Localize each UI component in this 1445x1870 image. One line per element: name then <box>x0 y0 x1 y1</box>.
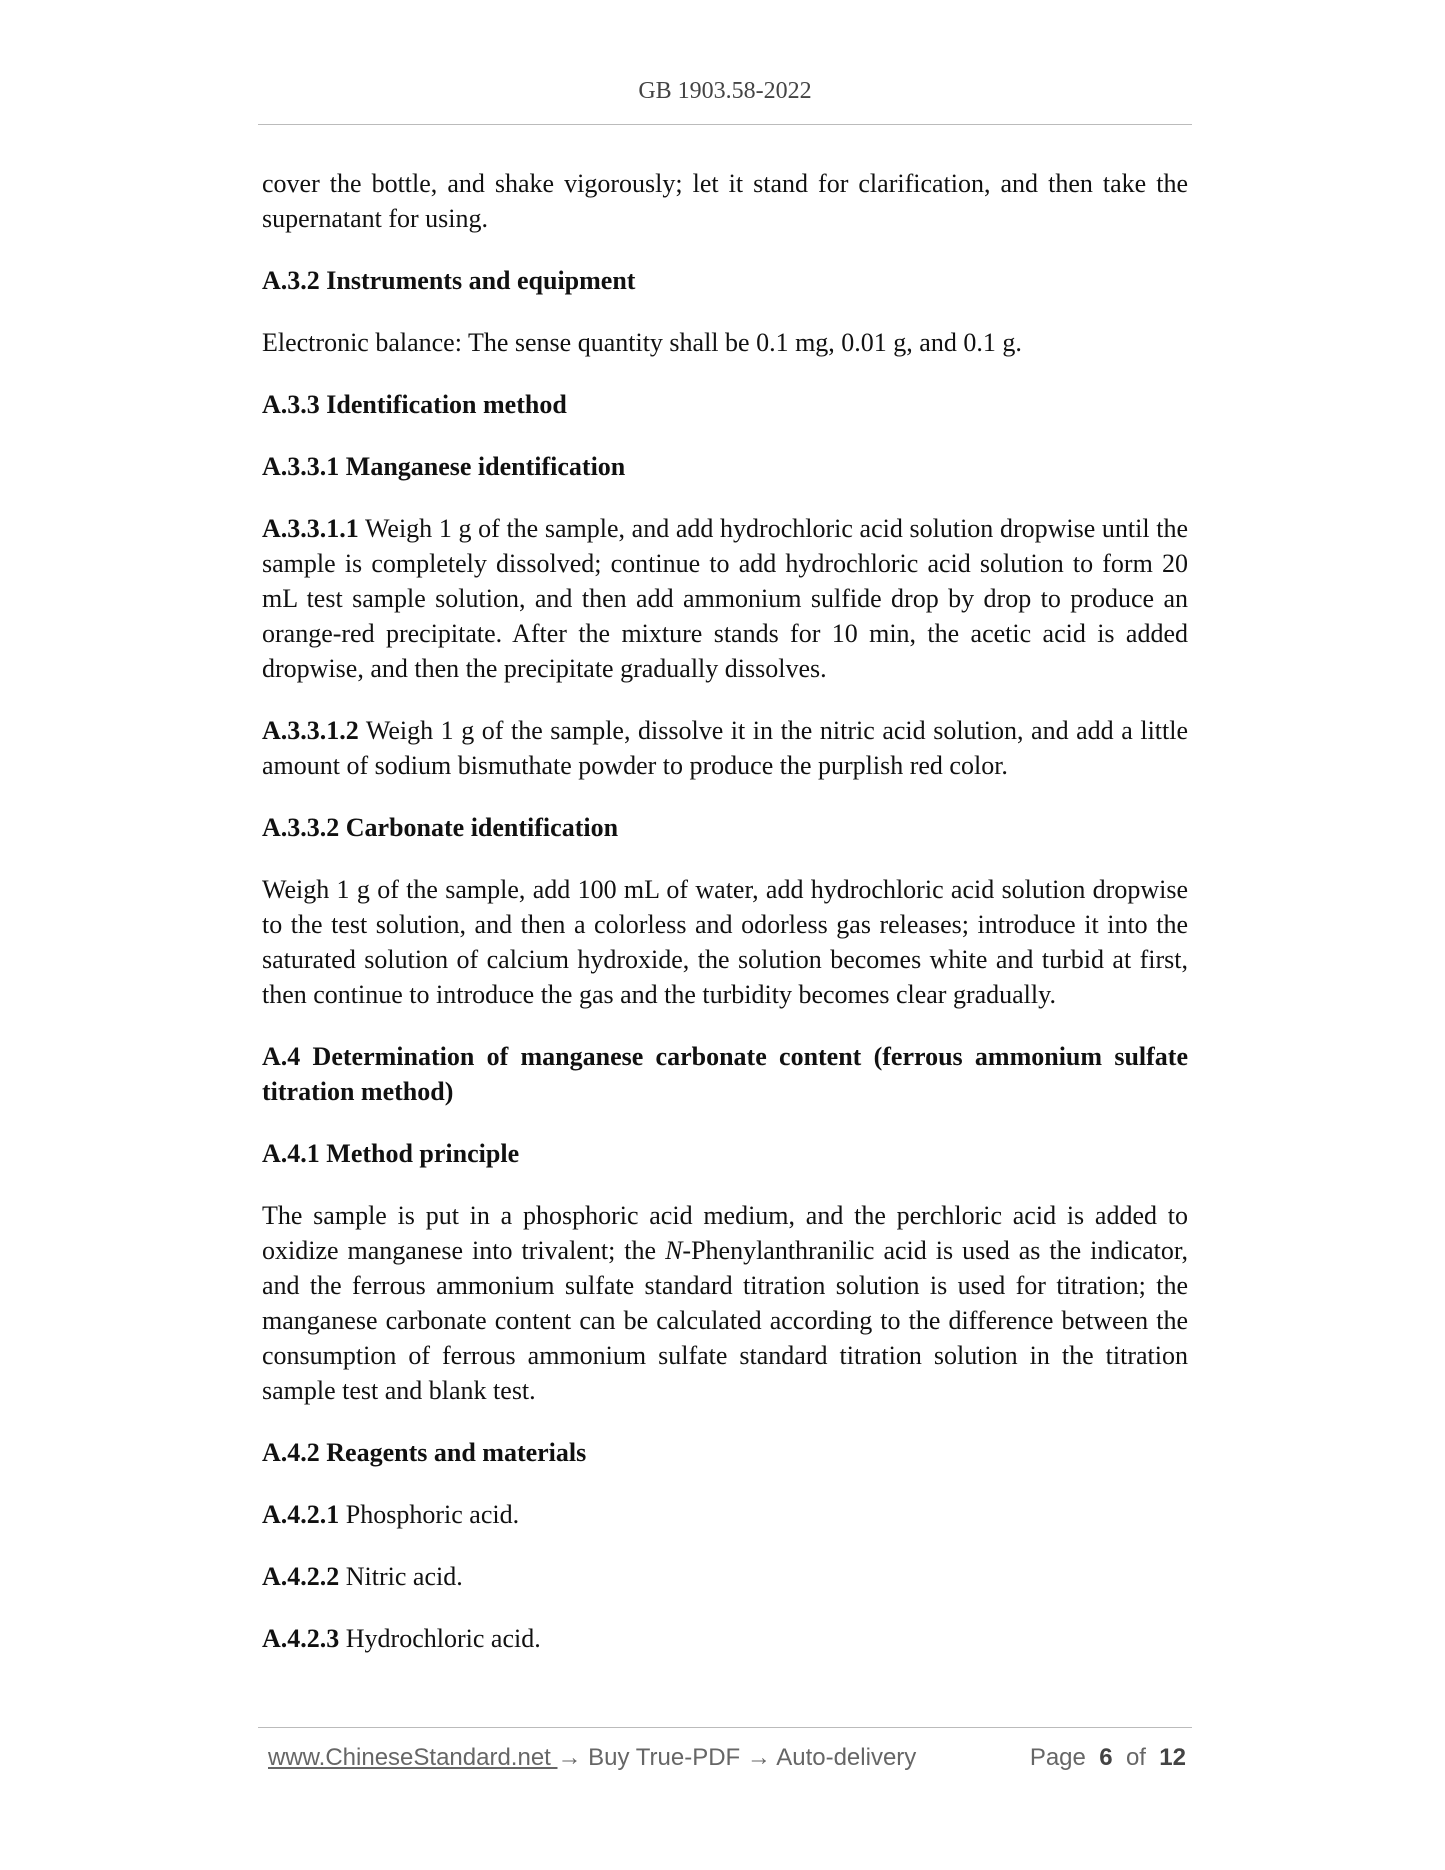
clause-a423 <box>262 1621 1188 1656</box>
page-indicator <box>1030 1744 1186 1772</box>
footer-rule <box>258 1727 1192 1728</box>
clause-number: A.3.3.1.1 <box>262 514 359 543</box>
text-part: -Phenylanthranilic acid is used as the indicator, and the ferrous ammonium sulfate standard titration solution is used for titration; the manganese carbonate content can be calculated according to the difference between the consumption of ferrous ammonium sulfate standard titration solution in the titration sample test and blank test. <box>262 1236 1188 1405</box>
page-label: Page <box>1029 1744 1086 1771</box>
page-of: of <box>1125 1744 1146 1771</box>
clause-text: Phosphoric acid. <box>339 1500 520 1529</box>
clause-number: A.4.2.3 <box>262 1624 340 1653</box>
text-part: The sample is put in a phosphoric acid medium, and the perchloric acid is added to oxidize manganese into trivalent; the <box>262 1201 1188 1265</box>
heading-a41: A.4.1 Method principle <box>262 1139 520 1168</box>
footer-left <box>268 1744 916 1772</box>
clause-number: A.3.3.1.2 <box>262 716 359 745</box>
paragraph-electronic-balance: Electronic balance: The sense quantity shall be 0.1 mg, 0.01 g, and 0.1 g. <box>262 328 1022 357</box>
footer-tagline: → Buy True-PDF → Auto-delivery <box>557 1744 917 1771</box>
heading-a331: A.3.3.1 Manganese identification <box>262 452 626 481</box>
clause-number: A.4.2.1 <box>262 1500 340 1529</box>
clause-a3311 <box>262 511 1188 686</box>
clause-a422 <box>262 1559 1188 1594</box>
paragraph-carbonate: Weigh 1 g of the sample, add 100 mL of water, add hydrochloric acid solution dropwise to the test solution, and then a colorless and odorless gas releases; introduce it into the saturated solution of calcium hydroxide, the solution becomes white and turbid at first, then continue to introduce the gas and the turbidity becomes clear gradually. <box>262 875 1188 1009</box>
clause-text: Nitric acid. <box>339 1562 463 1591</box>
page-current: 6 <box>1099 1744 1113 1771</box>
page-footer <box>268 1744 1186 1780</box>
document-body <box>262 166 1188 1656</box>
heading-a4: A.4 Determination of manganese carbonate content (ferrous ammonium sulfate titration method) <box>262 1042 1188 1106</box>
paragraph-continuation: cover the bottle, and shake vigorously; let it stand for clarification, and then take the supernatant for using. <box>262 169 1188 233</box>
clause-text: Hydrochloric acid. <box>339 1624 541 1653</box>
clause-a421 <box>262 1497 1188 1532</box>
clause-number: A.4.2.2 <box>262 1562 340 1591</box>
italic-n: N <box>665 1236 683 1265</box>
clause-text: Weigh 1 g of the sample, dissolve it in the nitric acid solution, and add a little amount of sodium bismuthate powder to produce the purplish red color. <box>262 716 1188 780</box>
page-total: 12 <box>1159 1744 1186 1771</box>
chinesestandard-link[interactable]: www.ChineseStandard.net <box>268 1744 558 1771</box>
header-rule <box>258 124 1192 125</box>
clause-a3312 <box>262 713 1188 783</box>
heading-a42: A.4.2 Reagents and materials <box>262 1438 587 1467</box>
clause-text: Weigh 1 g of the sample, and add hydrochloric acid solution dropwise until the sample is completely dissolved; continue to add hydrochloric acid solution to form 20 mL test sample solution, and then add ammonium sulfide drop by drop to produce an orange-red precipitate. After the mixture stands for 10 min, the acetic acid is added dropwise, and then the precipitate gradually dissolves. <box>262 514 1188 683</box>
heading-a32: A.3.2 Instruments and equipment <box>262 266 636 295</box>
heading-a332: A.3.3.2 Carbonate identification <box>262 813 619 842</box>
heading-a33: A.3.3 Identification method <box>262 390 567 419</box>
page-header-title: GB 1903.58-2022 <box>638 78 812 104</box>
paragraph-method-principle <box>262 1198 1188 1408</box>
